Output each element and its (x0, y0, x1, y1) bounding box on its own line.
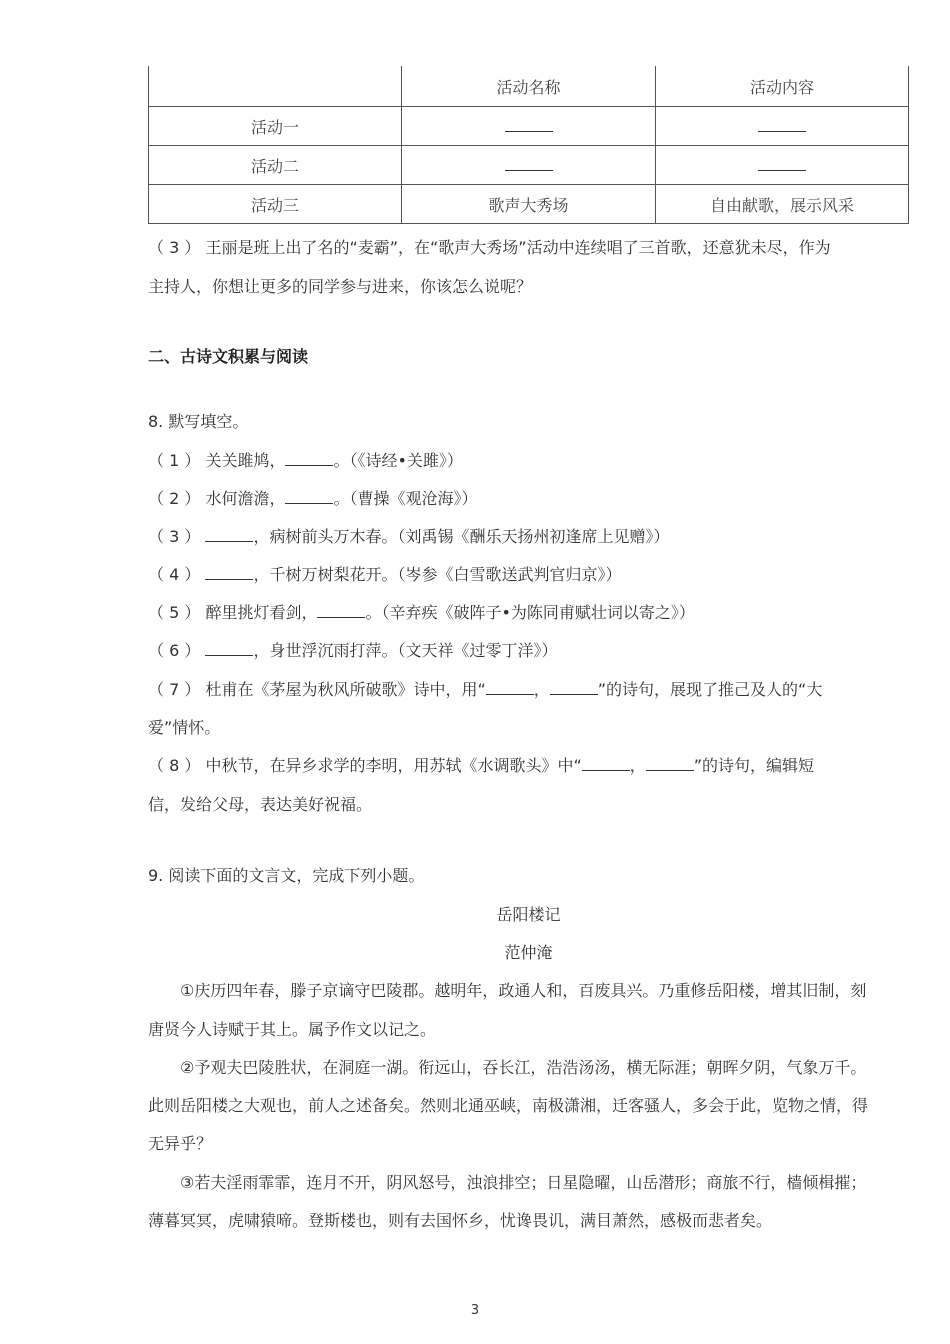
row-label: 活动一 (149, 107, 402, 146)
passage-paragraph: ②予观夫巴陵胜状，在洞庭一湖。衔远山，吞长江，浩浩汤汤，横无际涯；朝晖夕阴，气象万千。 (180, 1058, 867, 1077)
passage-paragraph: 薄暮冥冥，虎啸猿啼。登斯楼也，则有去国怀乡，忧谗畏讥，满目萧然，感极而悲者矣。 (148, 1211, 773, 1230)
fill-item: （ 7 ） 杜甫在《茅屋为秋风所破歌》诗中，用“ ， ”的诗句，展现了推己及人的“大 (148, 680, 823, 699)
table-header-cell: 活动内容 (656, 66, 909, 107)
passage-author: 范仲淹 (504, 943, 553, 962)
fill-item: （ 8 ） 中秋节，在异乡求学的李明，用苏轼《水调歌头》中“ ， ”的诗句，编辑短 (148, 756, 815, 775)
fill-item: （ 5 ） 醉里挑灯看剑， 。（辛弃疾《破阵子•为陈同甫赋壮词以寄之》） (148, 603, 695, 622)
question-3-text: （ 3 ） 王丽是班上出了名的“麦霸”，在“歌声大秀场”活动中连续唱了三首歌，还意犹未尽，作为 (148, 238, 831, 257)
fill-item-continuation: 信，发给父母，表达美好祝福。 (148, 795, 373, 814)
passage-paragraph: ③若夫淫雨霏霏，连月不开，阴风怒号，浊浪排空；日星隐曜，山岳潜形；商旅不行，樯倾楫摧； (180, 1173, 867, 1192)
fill-item: （ 1 ） 关关雎鸠， 。（《诗经•关雎》） (148, 451, 463, 470)
activity-name-cell: 歌声大秀场 (402, 185, 656, 224)
question-3-text: 主持人，你想让更多的同学参与进来，你该怎么说呢？ (148, 277, 533, 296)
passage-title: 岳阳楼记 (496, 905, 561, 924)
table-header-row (149, 66, 909, 107)
passage-paragraph: ①庆历四年春，滕子京谪守巴陵郡。越明年，政通人和，百废具兴。乃重修岳阳楼，增其旧制，刻 (180, 981, 867, 1000)
fill-item: （ 2 ） 水何澹澹， 。（曹操《观沧海》） (148, 489, 478, 508)
row-label: 活动二 (149, 146, 402, 185)
activity-content-cell: 自由献歌，展示风采 (656, 185, 909, 224)
fill-item-continuation: 爱”情怀。 (148, 718, 221, 737)
answer-blank (656, 146, 909, 185)
fill-item: （ 4 ） ，千树万树梨花开。（岑参《白雪歌送武判官归京》） (148, 565, 622, 584)
table-row (149, 107, 909, 146)
answer-blank (402, 146, 656, 185)
answer-blank (402, 107, 656, 146)
answer-blank (656, 107, 909, 146)
page-number: 3 (470, 1303, 480, 1318)
passage-paragraph: 此则岳阳楼之大观也，前人之述备矣。然则北通巫峡，南极潇湘，迁客骚人，多会于此，览物之情，得 (148, 1096, 869, 1115)
question-9-title: 9. 阅读下面的文言文，完成下列小题。 (148, 866, 425, 885)
section-title: 二、古诗文积累与阅读 (148, 347, 309, 366)
passage-paragraph: 无异乎？ (148, 1134, 213, 1153)
table-row (149, 185, 909, 224)
table-header-cell (149, 66, 402, 107)
row-label: 活动三 (149, 185, 402, 224)
table-header-cell: 活动名称 (402, 66, 656, 107)
fill-item: （ 3 ） ，病树前头万木春。（刘禹锡《酬乐天扬州初逢席上见赠》） (148, 527, 670, 546)
question-8-title: 8. 默写填空。 (148, 412, 249, 431)
fill-item: （ 6 ） ，身世浮沉雨打萍。（文天祥《过零丁洋》） (148, 641, 558, 660)
passage-paragraph: 唐贤今人诗赋于其上。属予作文以记之。 (148, 1020, 437, 1039)
table-row (149, 146, 909, 185)
activity-table (148, 66, 909, 224)
